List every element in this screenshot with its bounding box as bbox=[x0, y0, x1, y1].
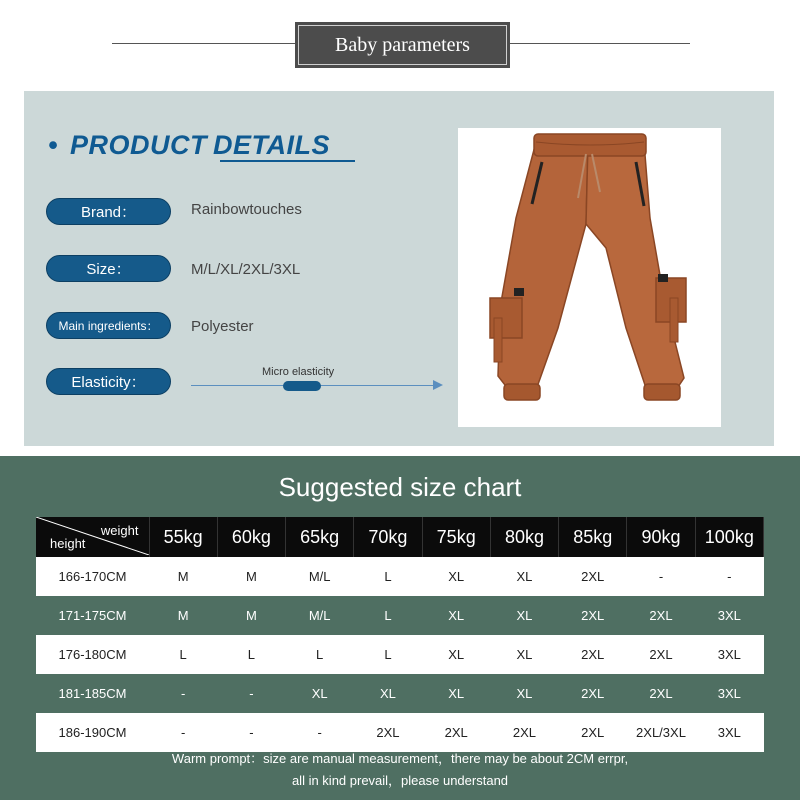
height-cell: 166-170CM bbox=[36, 557, 149, 596]
size-cell: L bbox=[354, 596, 422, 635]
size-cell: 3XL bbox=[695, 713, 763, 752]
elasticity-marker bbox=[283, 381, 321, 391]
weight-header-row bbox=[36, 517, 764, 557]
size-cell: 2XL bbox=[559, 596, 627, 635]
weight-header: 80kg bbox=[490, 517, 558, 557]
brand-label-pill: Brand： bbox=[46, 198, 171, 225]
weight-header: 55kg bbox=[149, 517, 217, 557]
size-cell: 2XL bbox=[490, 713, 558, 752]
brand-value: Rainbowtouches bbox=[191, 201, 302, 218]
height-cell: 176-180CM bbox=[36, 635, 149, 674]
elasticity-label-pill: Elasticity： bbox=[46, 368, 171, 395]
corner-height-label: height bbox=[50, 536, 86, 551]
corner-weight-label: weight bbox=[100, 523, 139, 538]
size-cell: L bbox=[286, 635, 354, 674]
size-cell: - bbox=[149, 713, 217, 752]
size-chart-table bbox=[36, 517, 764, 752]
elasticity-marker-label: Micro elasticity bbox=[262, 366, 335, 378]
ingredients-value: Polyester bbox=[191, 318, 254, 335]
size-cell: XL bbox=[422, 557, 490, 596]
corner-cell bbox=[36, 517, 149, 557]
size-cell: XL bbox=[286, 674, 354, 713]
weight-header: 85kg bbox=[559, 517, 627, 557]
header-rule-left bbox=[112, 43, 296, 44]
height-cell: 186-190CM bbox=[36, 713, 149, 752]
size-cell: M/L bbox=[286, 557, 354, 596]
size-cell: 3XL bbox=[695, 635, 763, 674]
pants-illustration bbox=[458, 128, 721, 427]
size-cell: XL bbox=[422, 596, 490, 635]
size-cell: L bbox=[149, 635, 217, 674]
size-cell: XL bbox=[490, 596, 558, 635]
size-cell: 2XL bbox=[627, 635, 695, 674]
size-value: M/L/XL/2XL/3XL bbox=[191, 261, 301, 278]
size-cell: 2XL bbox=[559, 713, 627, 752]
ingredients-label-pill: Main ingredients： bbox=[46, 312, 171, 339]
heading-word-details: DETAILS bbox=[212, 130, 330, 160]
weight-header: 75kg bbox=[422, 517, 490, 557]
heading-underline bbox=[220, 160, 355, 162]
heading-word-product: PRODUCT bbox=[69, 130, 207, 160]
size-cell: 2XL bbox=[422, 713, 490, 752]
size-cell: L bbox=[217, 635, 285, 674]
table-row bbox=[36, 635, 764, 674]
size-cell: XL bbox=[490, 674, 558, 713]
size-cell: 2XL bbox=[559, 635, 627, 674]
warm-prompt-line1: Warm prompt：size are manual measurement，there may be about 2CM errpr, bbox=[171, 751, 629, 766]
size-cell: - bbox=[149, 674, 217, 713]
section-title-box bbox=[295, 22, 510, 68]
size-cell: 3XL bbox=[695, 674, 763, 713]
warm-prompt-line2: all in kind prevail，please understand bbox=[291, 773, 509, 788]
table-row bbox=[36, 557, 764, 596]
header-rule-right bbox=[510, 43, 690, 44]
table-row bbox=[36, 596, 764, 635]
size-cell: L bbox=[354, 557, 422, 596]
section-title: Baby parameters bbox=[298, 25, 507, 65]
size-cell: XL bbox=[422, 635, 490, 674]
table-row bbox=[36, 713, 764, 752]
size-cell: M bbox=[149, 557, 217, 596]
size-cell: XL bbox=[490, 635, 558, 674]
size-cell: XL bbox=[490, 557, 558, 596]
weight-header: 100kg bbox=[695, 517, 763, 557]
bullet-dot: • bbox=[48, 130, 58, 160]
size-cell: XL bbox=[354, 674, 422, 713]
size-cell: M bbox=[149, 596, 217, 635]
size-cell: - bbox=[627, 557, 695, 596]
size-cell: L bbox=[354, 635, 422, 674]
size-cell: - bbox=[217, 713, 285, 752]
size-cell: M bbox=[217, 557, 285, 596]
weight-header: 70kg bbox=[354, 517, 422, 557]
size-cell: 2XL/3XL bbox=[627, 713, 695, 752]
table-row bbox=[36, 674, 764, 713]
weight-header: 90kg bbox=[627, 517, 695, 557]
height-cell: 181-185CM bbox=[36, 674, 149, 713]
size-chart-title: Suggested size chart bbox=[278, 472, 522, 502]
size-cell: 3XL bbox=[695, 596, 763, 635]
size-cell: - bbox=[695, 557, 763, 596]
size-cell: - bbox=[286, 713, 354, 752]
size-cell: 2XL bbox=[559, 674, 627, 713]
product-details-heading bbox=[48, 130, 330, 161]
elasticity-arrow-icon bbox=[433, 380, 443, 390]
size-cell: - bbox=[217, 674, 285, 713]
size-cell: 2XL bbox=[559, 557, 627, 596]
size-cell: 2XL bbox=[627, 596, 695, 635]
size-label-pill: Size： bbox=[46, 255, 171, 282]
size-cell: M bbox=[217, 596, 285, 635]
height-cell: 171-175CM bbox=[36, 596, 149, 635]
size-cell: M/L bbox=[286, 596, 354, 635]
product-image bbox=[458, 128, 721, 427]
weight-header: 60kg bbox=[217, 517, 285, 557]
size-cell: XL bbox=[422, 674, 490, 713]
size-cell: 2XL bbox=[627, 674, 695, 713]
weight-header: 65kg bbox=[286, 517, 354, 557]
size-cell: 2XL bbox=[354, 713, 422, 752]
